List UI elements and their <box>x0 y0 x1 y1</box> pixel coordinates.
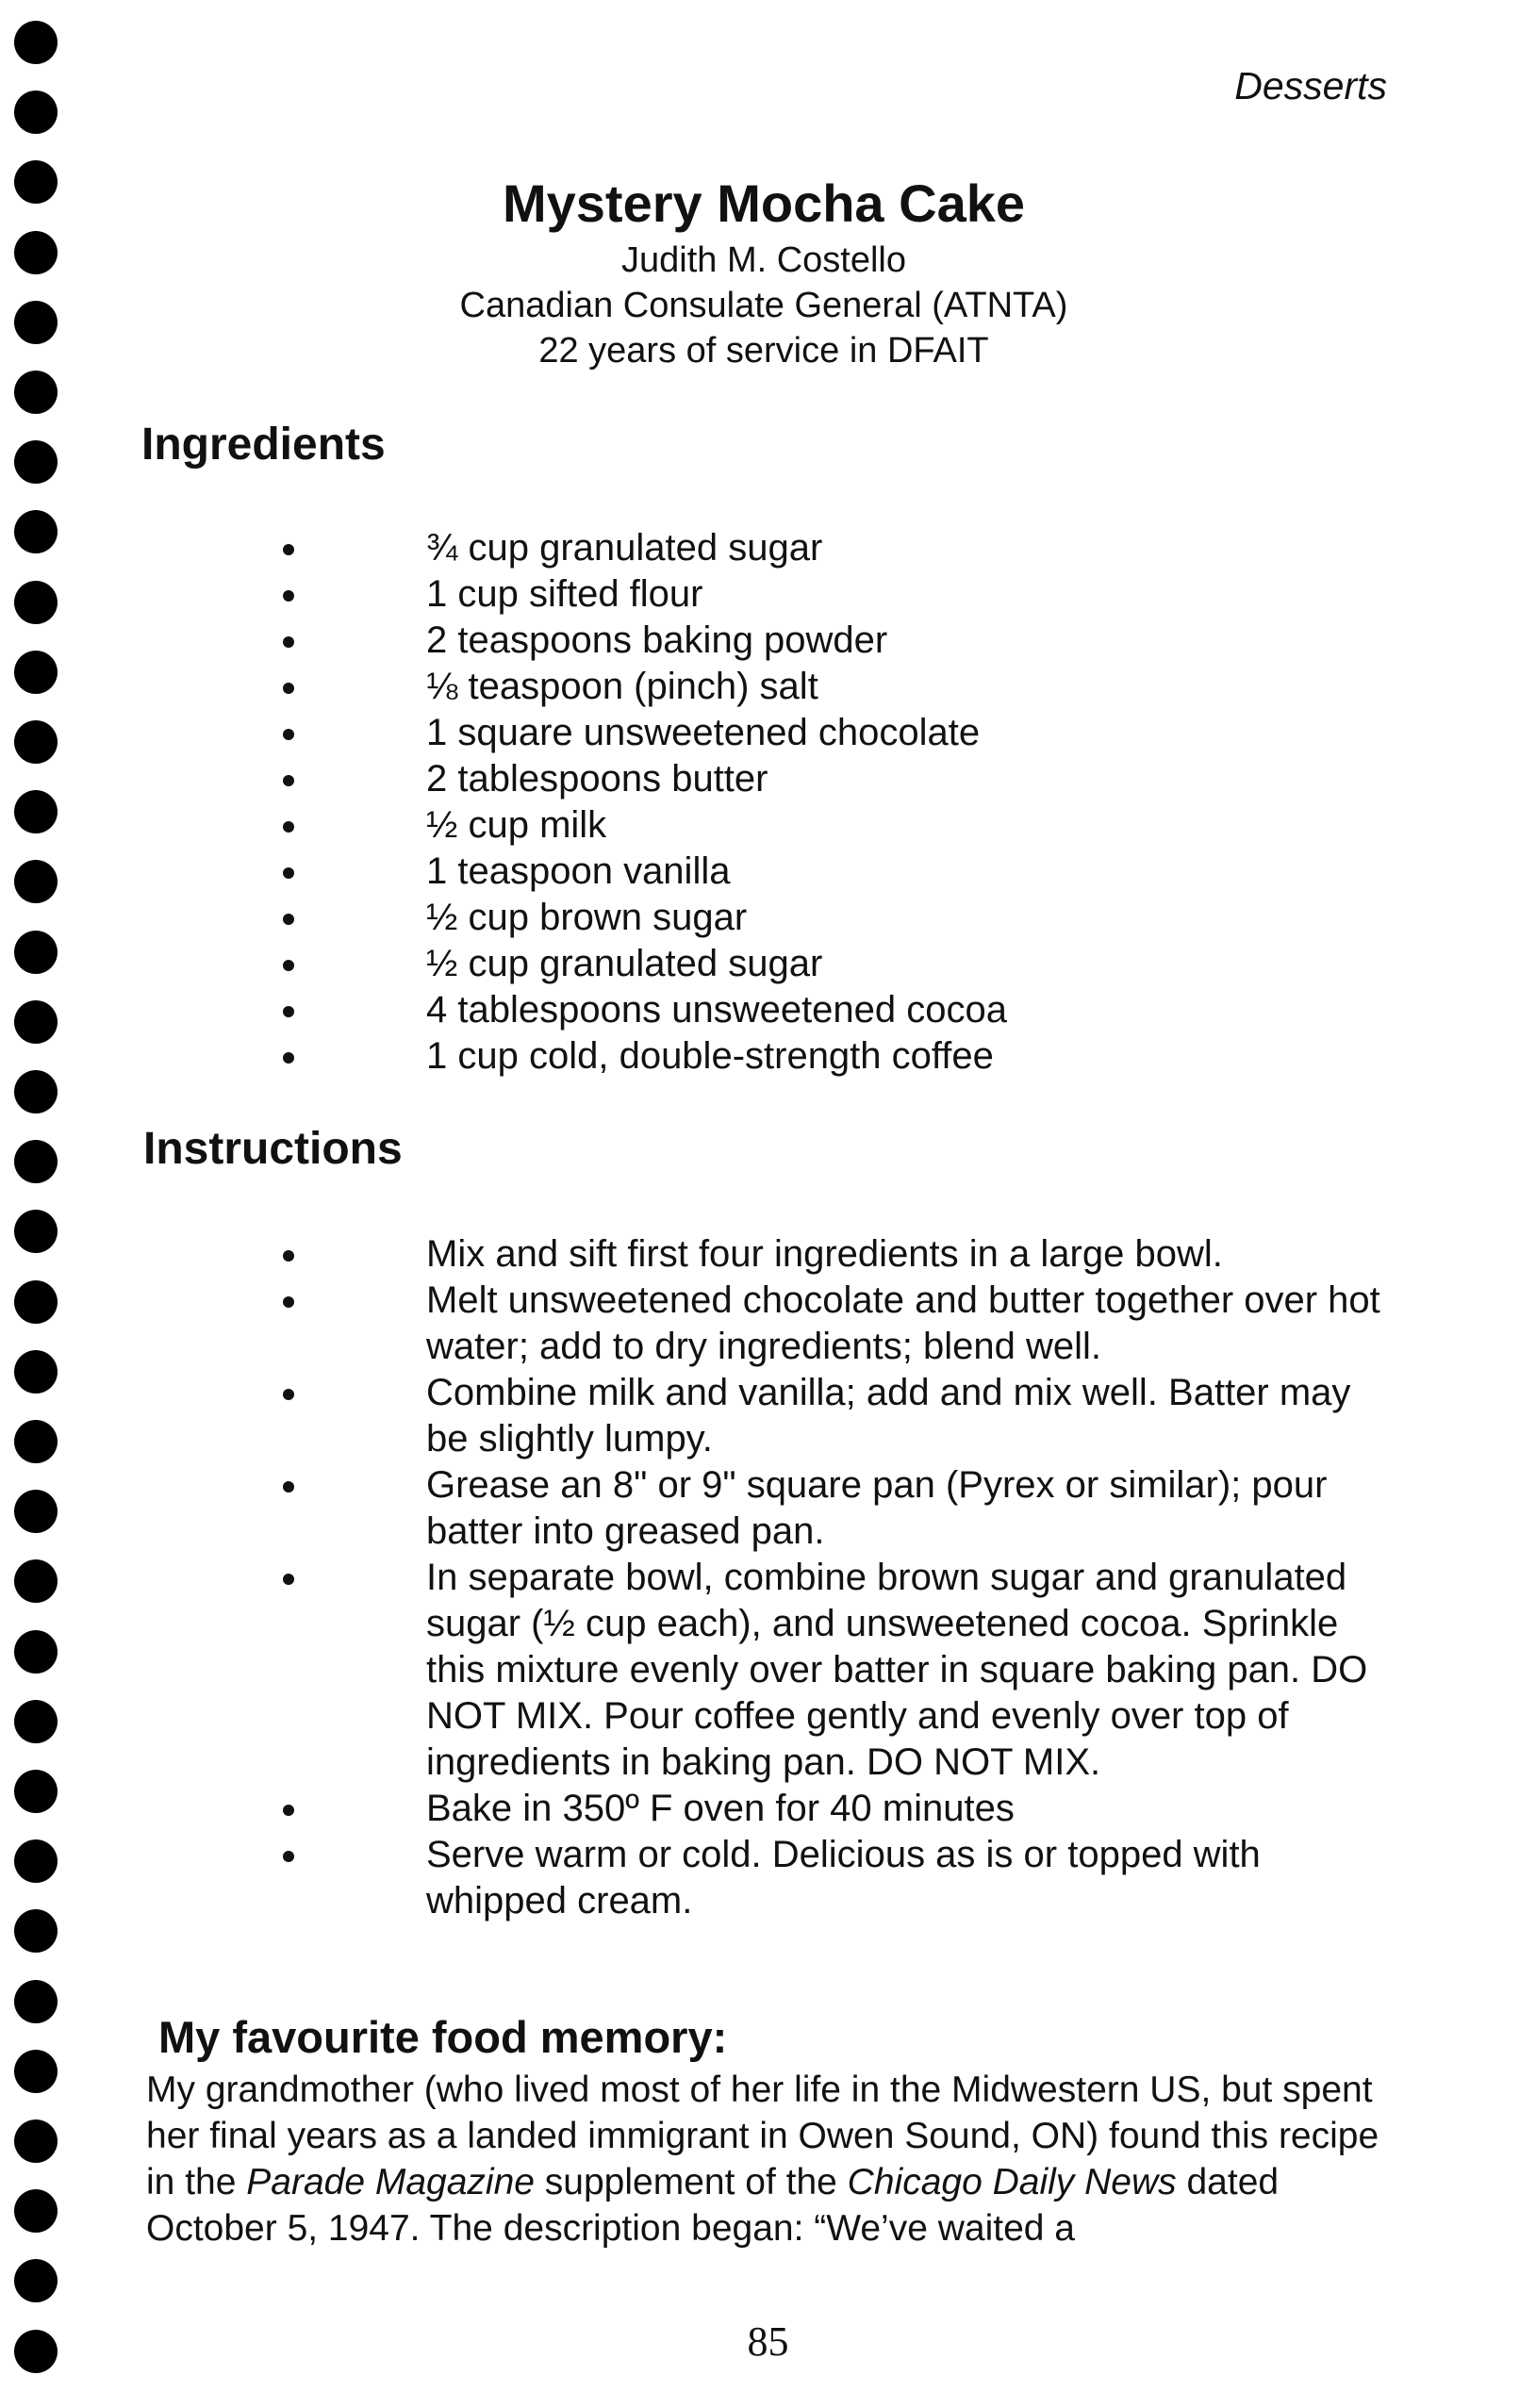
bullet-icon <box>283 1851 294 1862</box>
ingredient-item-text: 1 cup cold, double-strength coffee <box>426 1035 994 1077</box>
ingredients-heading: Ingredients <box>141 420 386 470</box>
ingredient-item <box>283 849 1414 895</box>
section-label: Desserts <box>1234 64 1387 107</box>
memory-text-2: supplement of the <box>534 2162 848 2202</box>
ingredients-list <box>283 525 1414 1080</box>
bullet-icon <box>283 683 294 694</box>
binding-hole <box>14 21 58 64</box>
page-number: 85 <box>747 2318 789 2365</box>
instruction-step <box>283 1278 1396 1370</box>
instructions-heading: Instructions <box>143 1124 403 1174</box>
binding-hole <box>14 1070 58 1113</box>
ingredient-item <box>283 895 1414 941</box>
bullet-icon <box>283 1389 294 1400</box>
instruction-step-text: In separate bowl, combine brown sugar and granulated sugar (½ cup each), and unsweetened cocoa. Sprinkle this mixture evenly over batter in square baking pan. DO NOT MIX. Pour coffee gently and evenly over top of ingredients in baking pan. DO NOT MIX. <box>426 1557 1368 1783</box>
bullet-icon <box>283 960 294 971</box>
bullet-icon <box>283 1296 294 1308</box>
memory-heading: My favourite food memory: <box>158 2012 728 2062</box>
instruction-step-text: Combine milk and vanilla; add and mix well. Batter may be slightly lumpy. <box>426 1372 1351 1460</box>
instruction-step <box>283 1462 1396 1555</box>
instructions-list <box>283 1231 1396 1924</box>
magazine-title: Parade Magazine <box>246 2162 535 2202</box>
binding-hole <box>14 1280 58 1324</box>
ingredient-item <box>283 987 1414 1033</box>
ingredient-item-text: ½ cup granulated sugar <box>426 943 823 984</box>
binding-hole <box>14 371 58 414</box>
binding-hole <box>14 2050 58 2093</box>
bullet-icon <box>283 636 294 648</box>
bullet-icon <box>283 729 294 740</box>
binding-hole <box>14 1559 58 1603</box>
bullet-icon <box>283 1052 294 1064</box>
binding-hole <box>14 651 58 694</box>
binding-hole <box>14 720 58 764</box>
ingredient-item <box>283 710 1414 756</box>
binding-hole <box>14 231 58 274</box>
binding-holes <box>14 21 61 2397</box>
ingredient-item <box>283 1033 1414 1080</box>
ingredient-item <box>283 525 1414 571</box>
ingredient-item <box>283 756 1414 802</box>
ingredient-item-text: ¾ cup granulated sugar <box>426 527 823 569</box>
binding-hole <box>14 860 58 903</box>
instruction-step <box>283 1555 1396 1786</box>
binding-hole <box>14 931 58 974</box>
binding-hole <box>14 1770 58 1813</box>
binding-hole <box>14 2259 58 2302</box>
ingredient-item <box>283 664 1414 710</box>
binding-hole <box>14 1980 58 2023</box>
binding-hole <box>14 1839 58 1883</box>
bullet-icon <box>283 590 294 602</box>
binding-hole <box>14 160 58 204</box>
ingredient-item-text: 1 teaspoon vanilla <box>426 850 731 892</box>
binding-hole <box>14 1490 58 1533</box>
ingredient-item <box>283 618 1414 664</box>
author-service: 22 years of service in DFAIT <box>538 331 989 371</box>
ingredient-item-text: 2 teaspoons baking powder <box>426 619 888 661</box>
author-organization: Canadian Consulate General (ATNTA) <box>459 286 1068 325</box>
ingredient-item <box>283 571 1414 618</box>
instruction-step-text: Grease an 8" or 9" square pan (Pyrex or similar); pour batter into greased pan. <box>426 1464 1328 1552</box>
instruction-step-text: Mix and sift first four ingredients in a large bowl. <box>426 1233 1223 1275</box>
bullet-icon <box>283 914 294 925</box>
memory-paragraph <box>146 2067 1400 2251</box>
bullet-icon <box>283 1574 294 1585</box>
ingredient-item-text: ½ cup milk <box>426 804 607 846</box>
binding-hole <box>14 1630 58 1674</box>
binding-hole <box>14 1909 58 1953</box>
newspaper-title: Chicago Daily News <box>847 2162 1177 2202</box>
ingredient-item-text: ⅛ teaspoon (pinch) salt <box>426 666 818 707</box>
binding-hole <box>14 1350 58 1394</box>
instruction-step <box>283 1370 1396 1462</box>
binding-hole <box>14 790 58 833</box>
binding-hole <box>14 2189 58 2233</box>
recipe-header <box>283 170 1245 373</box>
bullet-icon <box>283 1006 294 1017</box>
binding-hole <box>14 440 58 484</box>
instruction-step <box>283 1231 1396 1278</box>
ingredient-item <box>283 802 1414 849</box>
ingredient-item-text: 1 square unsweetened chocolate <box>426 712 981 753</box>
memory-text-3: dated October 5, 1947. The description began: “We’ve waited a <box>146 2162 1280 2249</box>
bullet-icon <box>283 1481 294 1493</box>
bullet-icon <box>283 1805 294 1816</box>
binding-hole <box>14 91 58 134</box>
recipe-title: Mystery Mocha Cake <box>502 173 1025 233</box>
ingredient-item <box>283 941 1414 987</box>
instruction-step-text: Bake in 350º F oven for 40 minutes <box>426 1788 1015 1829</box>
bullet-icon <box>283 867 294 879</box>
binding-hole <box>14 1000 58 1044</box>
instruction-step <box>283 1832 1396 1924</box>
ingredient-item-text: 4 tablespoons unsweetened cocoa <box>426 989 1008 1031</box>
bullet-icon <box>283 821 294 833</box>
binding-hole <box>14 2119 58 2163</box>
bullet-icon <box>283 775 294 786</box>
binding-hole <box>14 1700 58 1743</box>
instruction-step <box>283 1786 1396 1832</box>
instruction-step-text: Melt unsweetened chocolate and butter together over hot water; add to dry ingredients; blend well. <box>426 1279 1380 1367</box>
memory-text-1: My grandmother (who lived most of her life in the Midwestern US, but spent her final years as a landed immigrant in Owen Sound, ON) found this recipe in the <box>146 2070 1379 2202</box>
binding-hole <box>14 1140 58 1183</box>
bullet-icon <box>283 544 294 555</box>
binding-hole <box>14 301 58 344</box>
ingredient-item-text: ½ cup brown sugar <box>426 897 748 938</box>
binding-hole <box>14 510 58 553</box>
binding-hole <box>14 1210 58 1253</box>
binding-hole <box>14 581 58 624</box>
instruction-step-text: Serve warm or cold. Delicious as is or topped with whipped cream. <box>426 1834 1261 1921</box>
ingredient-item-text: 2 tablespoons butter <box>426 758 768 800</box>
ingredient-item-text: 1 cup sifted flour <box>426 573 703 615</box>
bullet-icon <box>283 1250 294 1262</box>
binding-hole <box>14 1420 58 1463</box>
author-name: Judith M. Costello <box>620 240 906 280</box>
